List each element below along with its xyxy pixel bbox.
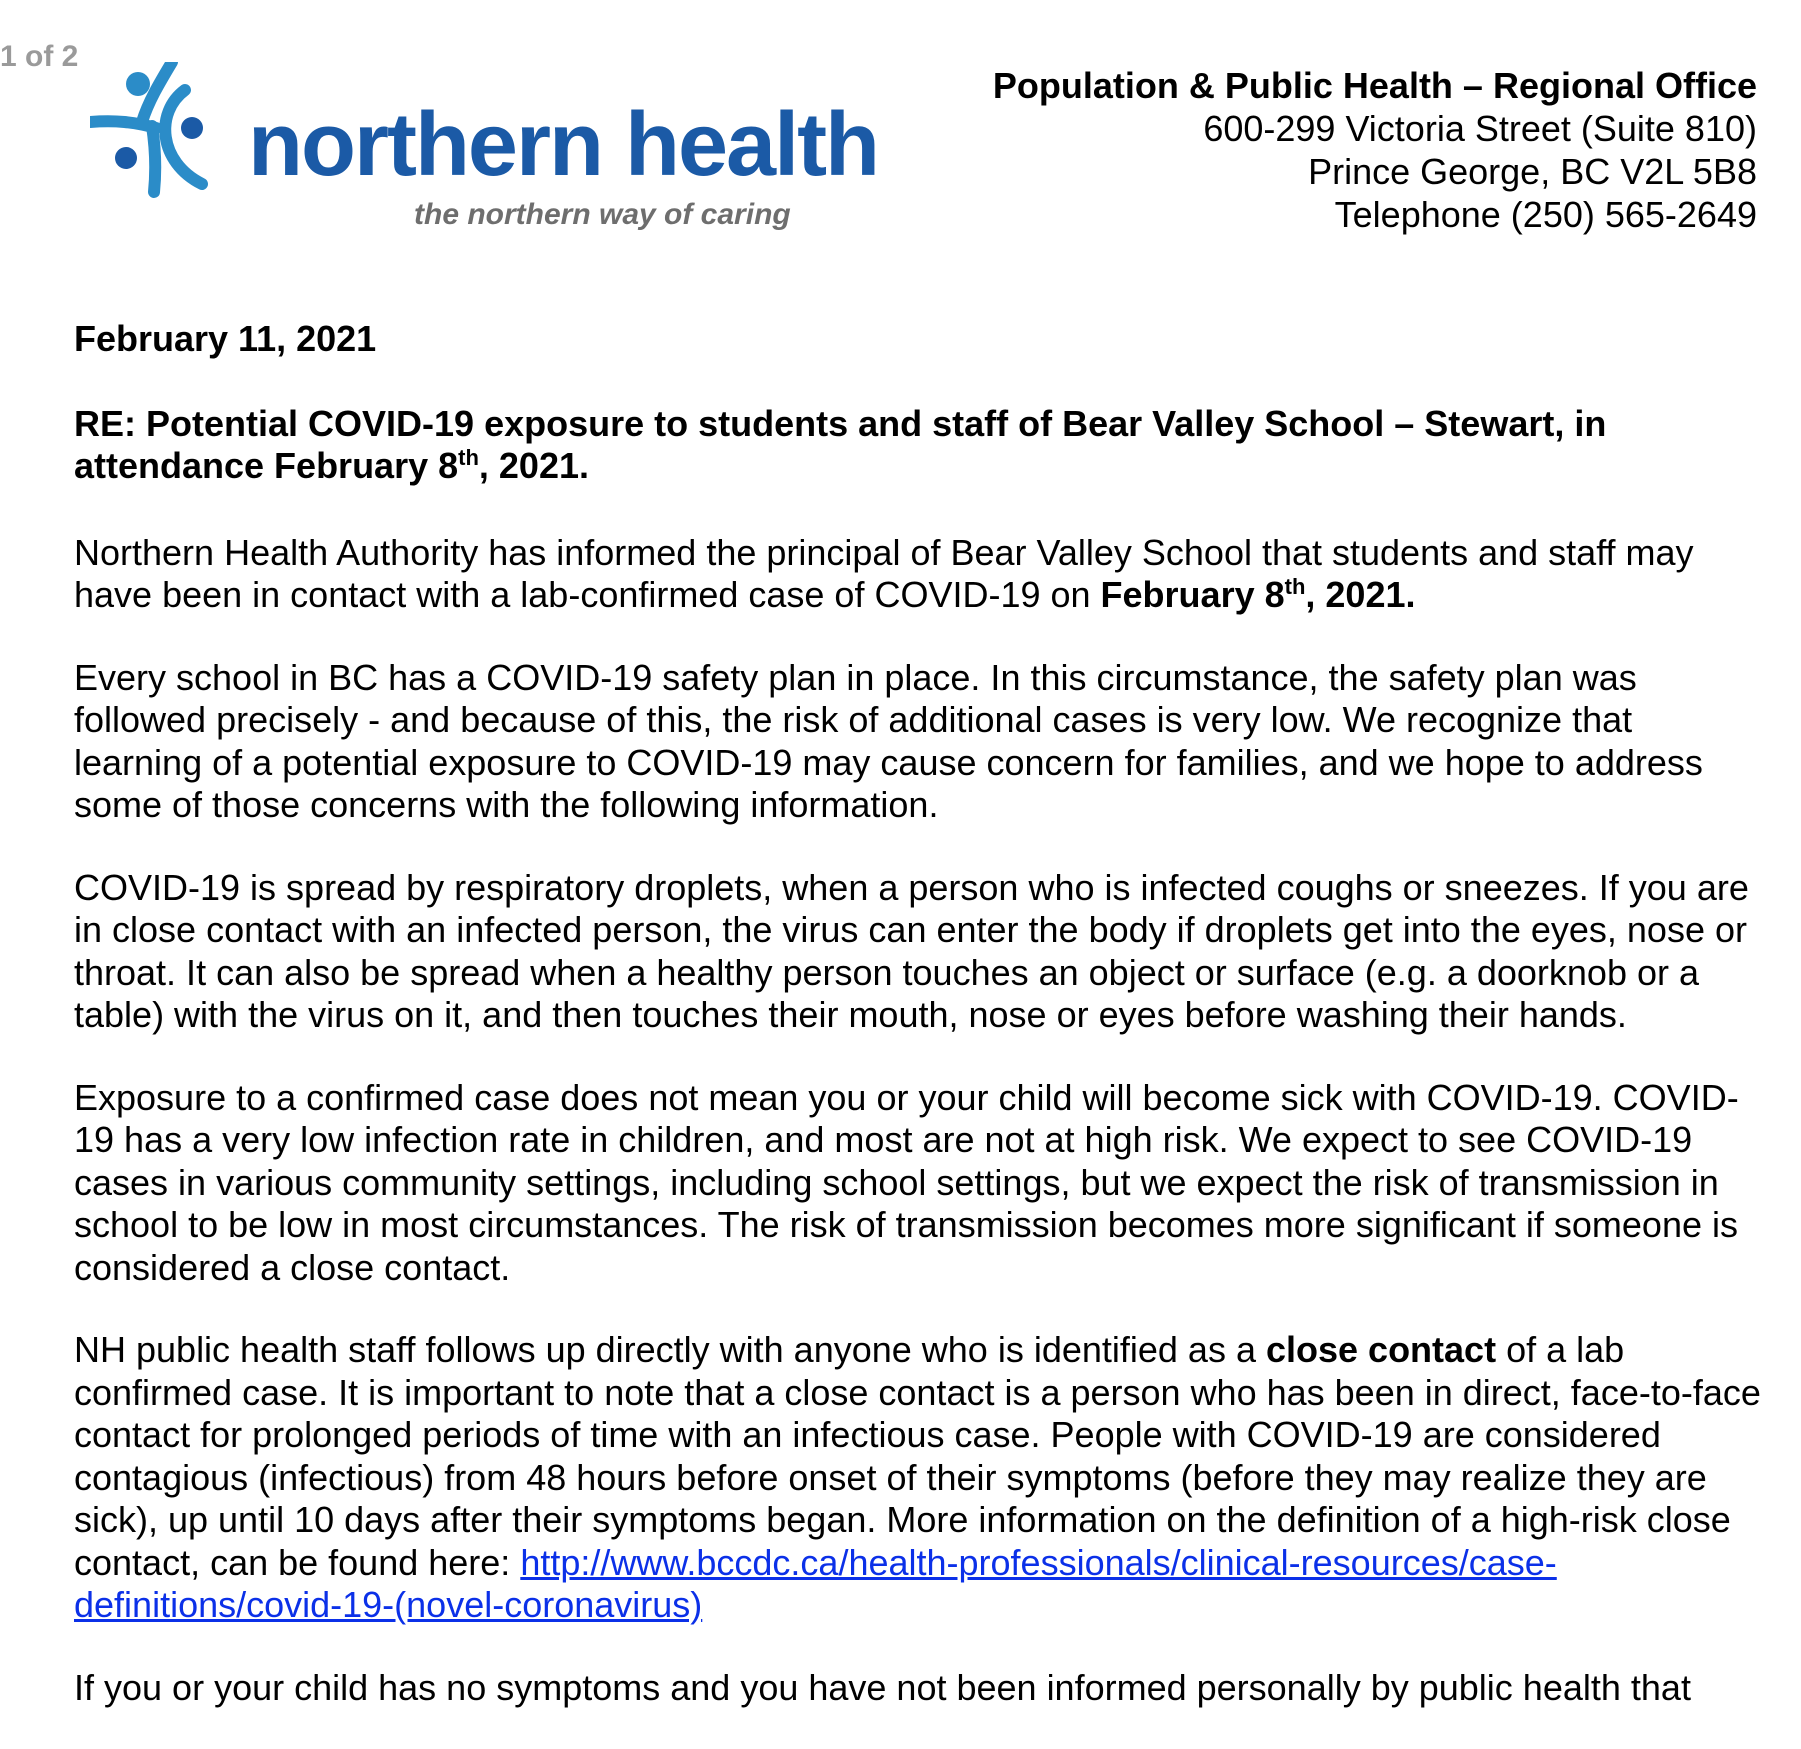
paragraph-transmission: COVID-19 is spread by respiratory droplets, when a person who is infected coughs or sneezes. If you are in close contact with an infected person, the virus can enter the body if droplets get into the eyes, nose or throat. It can also be spread when a healthy person touches an object or surface (e.g. a doorknob or a table) with the virus on it, and then touches their mouth, nose or eyes before washing their hands. — [74, 866, 1749, 1035]
exposure-date-ordinal: th — [1284, 574, 1306, 599]
northern-health-logo — [90, 62, 879, 242]
office-city: Prince George, BC V2L 5B8 — [1308, 151, 1757, 192]
office-street: 600-299 Victoria Street (Suite 810) — [1203, 108, 1757, 149]
subject-year: , 2021. — [478, 445, 589, 486]
paragraph-notification-text: Northern Health Authority has informed the principal of Bear Valley School that students and staff may have been in contact with a lab-confirmed case of COVID-19 on — [74, 531, 1694, 615]
office-name: Population & Public Health – Regional Office — [992, 65, 1757, 106]
close-contact-term: close contact — [1265, 1329, 1497, 1370]
letter-body — [74, 318, 1761, 1749]
paragraph-notification — [74, 532, 1761, 617]
office-address-block — [993, 64, 1757, 236]
close-contact-text-before: NH public health staff follows up directly with anyone who is identified as a — [74, 1329, 1266, 1370]
letter-date: February 11, 2021 — [74, 318, 377, 359]
logo-wordmark: northern health — [248, 95, 879, 195]
bccdc-case-definitions-link[interactable]: http://www.bccdc.ca/health-professionals/clinical-resources/case-definitions/covid-19-(novel-coronavirus) — [74, 1541, 1557, 1625]
office-phone: Telephone (250) 565-2649 — [1334, 194, 1757, 235]
logo-tagline: the northern way of caring — [414, 198, 791, 231]
exposure-year: , 2021. — [1305, 574, 1416, 615]
paragraph-safety-plan: Every school in BC has a COVID-19 safety plan in place. In this circumstance, the safety plan was followed precisely - and because of this, the risk of additional cases is very low. We recognize that learning of a potential exposure to COVID-19 may cause concern for families, and we hope to address some of those concerns with the following information. — [74, 656, 1703, 825]
paragraph-close-contact — [74, 1329, 1761, 1627]
close-contact-text-after: of a lab confirmed case. It is important to note that a close contact is a person who has been in direct, face-to-face contact for prolonged periods of time with an infectious case. People with COVID-19 are considered contagious (infectious) from 48 hours before onset of their symptoms (before they may realize they are sick), up until 10 days after their symptoms began. More information on the definition of a high-risk close contact, can be found here: — [74, 1329, 1761, 1583]
paragraph-exposure-risk: Exposure to a confirmed case does not mean you or your child will become sick with COVID-19. COVID-19 has a very low infection rate in children, and most are not at high risk. We expect to see COVID-19 cases in various community settings, including school settings, but we expect the risk of transmission in school to be low in most circumstances. The risk of transmission becomes more significant if someone is considered a close contact. — [74, 1076, 1739, 1288]
subject-text: RE: Potential COVID-19 exposure to students and staff of Bear Valley School – Stewart, in attendance February 8 — [74, 402, 1607, 486]
letter-subject — [74, 403, 1761, 488]
page-indicator: 1 of 2 — [0, 40, 79, 73]
exposure-date: February 8 — [1100, 574, 1285, 615]
paragraph-no-symptoms: If you or your child has no symptoms and you have not been informed personally by public health that — [74, 1666, 1691, 1708]
subject-ordinal: th — [458, 445, 479, 470]
northern-health-emblem-icon — [90, 62, 250, 212]
